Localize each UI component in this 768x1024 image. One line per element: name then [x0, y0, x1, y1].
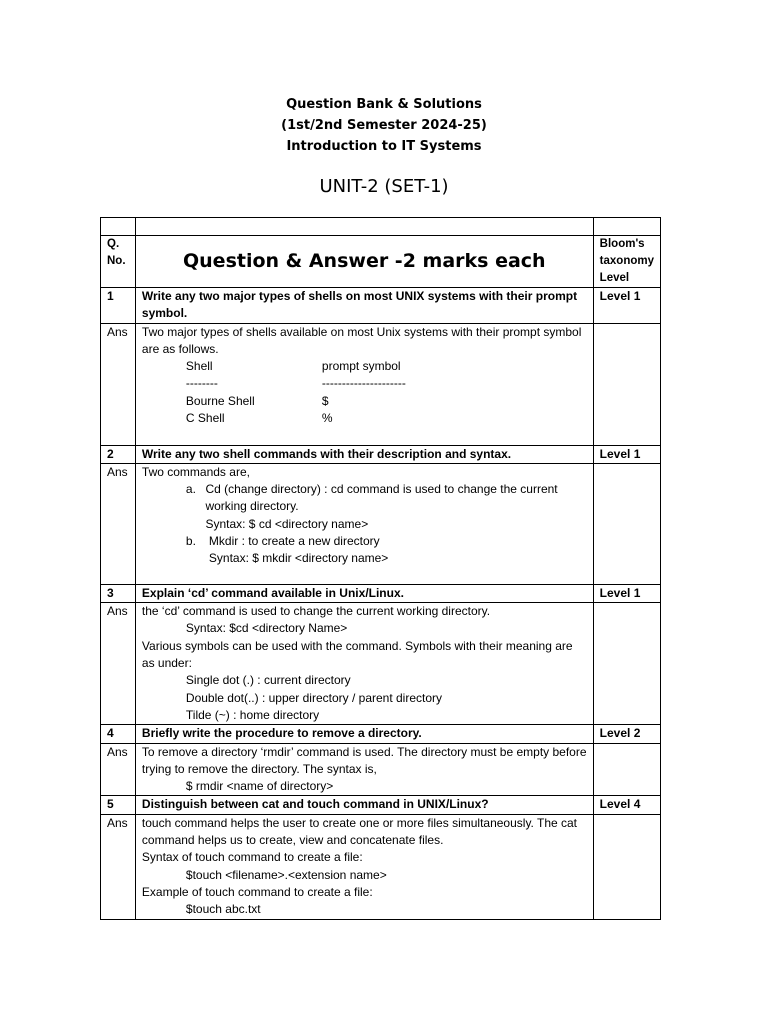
question-number: 1	[101, 288, 136, 324]
answer-row-2	[101, 463, 661, 584]
table-title: Question & Answer -2 marks each	[135, 236, 593, 288]
question-row-2	[101, 445, 661, 463]
answer-syntax: $touch <filename>.<extension name>	[185, 867, 387, 882]
list-text: Mkdir : to create a new directory	[208, 534, 380, 549]
qno-header: Q. No.	[101, 236, 136, 288]
ans-label: Ans	[101, 743, 136, 796]
answer-line: Example of touch command to create a file:	[141, 884, 373, 899]
shell-name: --------	[185, 376, 218, 391]
shell-row	[142, 375, 587, 392]
symbol-item: Double dot(..) : upper directory / parent directory	[185, 690, 443, 705]
question-table	[100, 217, 661, 920]
question-text: Write any two shell commands with their description and syntax.	[135, 445, 593, 463]
document-header	[0, 94, 768, 157]
question-text: Explain ‘cd’ command available in Unix/Linux.	[135, 584, 593, 602]
question-number: 2	[101, 445, 136, 463]
empty-top-row	[101, 218, 661, 236]
shell-row	[142, 358, 587, 375]
answer-syntax: $touch abc.txt	[185, 902, 261, 917]
bloom-header: Bloom's taxonomy Level	[593, 236, 660, 288]
ans-label: Ans	[101, 323, 136, 445]
bloom-level: Level 4	[593, 796, 660, 814]
list-text: Cd (change directory) : cd command is used to change the current working directory.	[205, 482, 558, 514]
symbol-item: Single dot (.) : current directory	[185, 673, 351, 688]
question-text: Write any two major types of shells on most UNIX systems with their prompt symbol.	[135, 288, 593, 324]
answer-row-1	[101, 323, 661, 445]
answer-text	[135, 463, 593, 584]
question-number: 3	[101, 584, 136, 602]
prompt-symbol: ---------------------	[321, 376, 406, 391]
answer-text	[135, 743, 593, 796]
list-syntax: Syntax: $ cd <directory name>	[205, 516, 369, 531]
answer-row-5	[101, 814, 661, 919]
shell-row	[142, 410, 587, 427]
answer-line: touch command helps the user to create one or more files simultaneously. The cat command helps us to create, view and concatenate files.	[141, 815, 578, 848]
answer-line: To remove a directory ‘rmdir’ command is used. The directory must be empty before trying to remove the directory. The syntax is,	[141, 744, 587, 776]
answer-row-3	[101, 603, 661, 725]
bloom-level: Level 1	[593, 584, 660, 602]
question-row-4	[101, 725, 661, 743]
ans-label: Ans	[101, 463, 136, 584]
bloom-level: Level 1	[593, 288, 660, 324]
answer-text	[135, 814, 593, 919]
question-text: Distinguish between cat and touch command in UNIX/Linux?	[135, 796, 593, 814]
answer-syntax: Syntax: $cd <directory Name>	[185, 621, 348, 636]
answer-intro: Two commands are,	[141, 464, 250, 479]
list-syntax: Syntax: $ mkdir <directory name>	[208, 551, 389, 566]
list-marker: a.	[185, 482, 196, 497]
list-item	[142, 481, 587, 533]
bloom-level: Level 1	[593, 445, 660, 463]
shell-name: Shell	[185, 359, 213, 374]
prompt-symbol: $	[321, 393, 329, 408]
answer-syntax: $ rmdir <name of directory>	[185, 779, 334, 794]
shell-name: C Shell	[185, 411, 225, 426]
title-line-2: (1st/2nd Semester 2024-25)	[281, 118, 487, 133]
answer-line: the ‘cd’ command is used to change the current working directory.	[141, 604, 491, 619]
shell-name: Bourne Shell	[185, 393, 255, 408]
prompt-symbol: %	[321, 411, 333, 426]
question-number: 5	[101, 796, 136, 814]
answer-line: Various symbols can be used with the command. Symbols with their meaning are as under:	[141, 638, 573, 671]
bloom-level: Level 2	[593, 725, 660, 743]
prompt-symbol: prompt symbol	[321, 359, 401, 374]
list-marker: b.	[185, 534, 196, 549]
question-number: 4	[101, 725, 136, 743]
symbol-item: Tilde (~) : home directory	[185, 707, 320, 722]
answer-text	[135, 323, 593, 445]
list-item	[142, 533, 587, 568]
answer-line: Syntax of touch command to create a file:	[141, 850, 363, 865]
answer-intro: Two major types of shells available on most Unix systems with their prompt symbol are as follows.	[141, 324, 582, 356]
unit-heading: UNIT-2 (SET-1)	[319, 176, 449, 197]
question-row-1	[101, 288, 661, 324]
shell-row	[142, 393, 587, 410]
ans-label: Ans	[101, 814, 136, 919]
answer-text	[135, 603, 593, 725]
title-line-3: Introduction to IT Systems	[286, 139, 482, 154]
title-line-1: Question Bank & Solutions	[286, 97, 482, 112]
ans-label: Ans	[101, 603, 136, 725]
question-row-3	[101, 584, 661, 602]
answer-row-4	[101, 743, 661, 796]
question-text: Briefly write the procedure to remove a directory.	[135, 725, 593, 743]
question-row-5	[101, 796, 661, 814]
table-header-row	[101, 236, 661, 288]
